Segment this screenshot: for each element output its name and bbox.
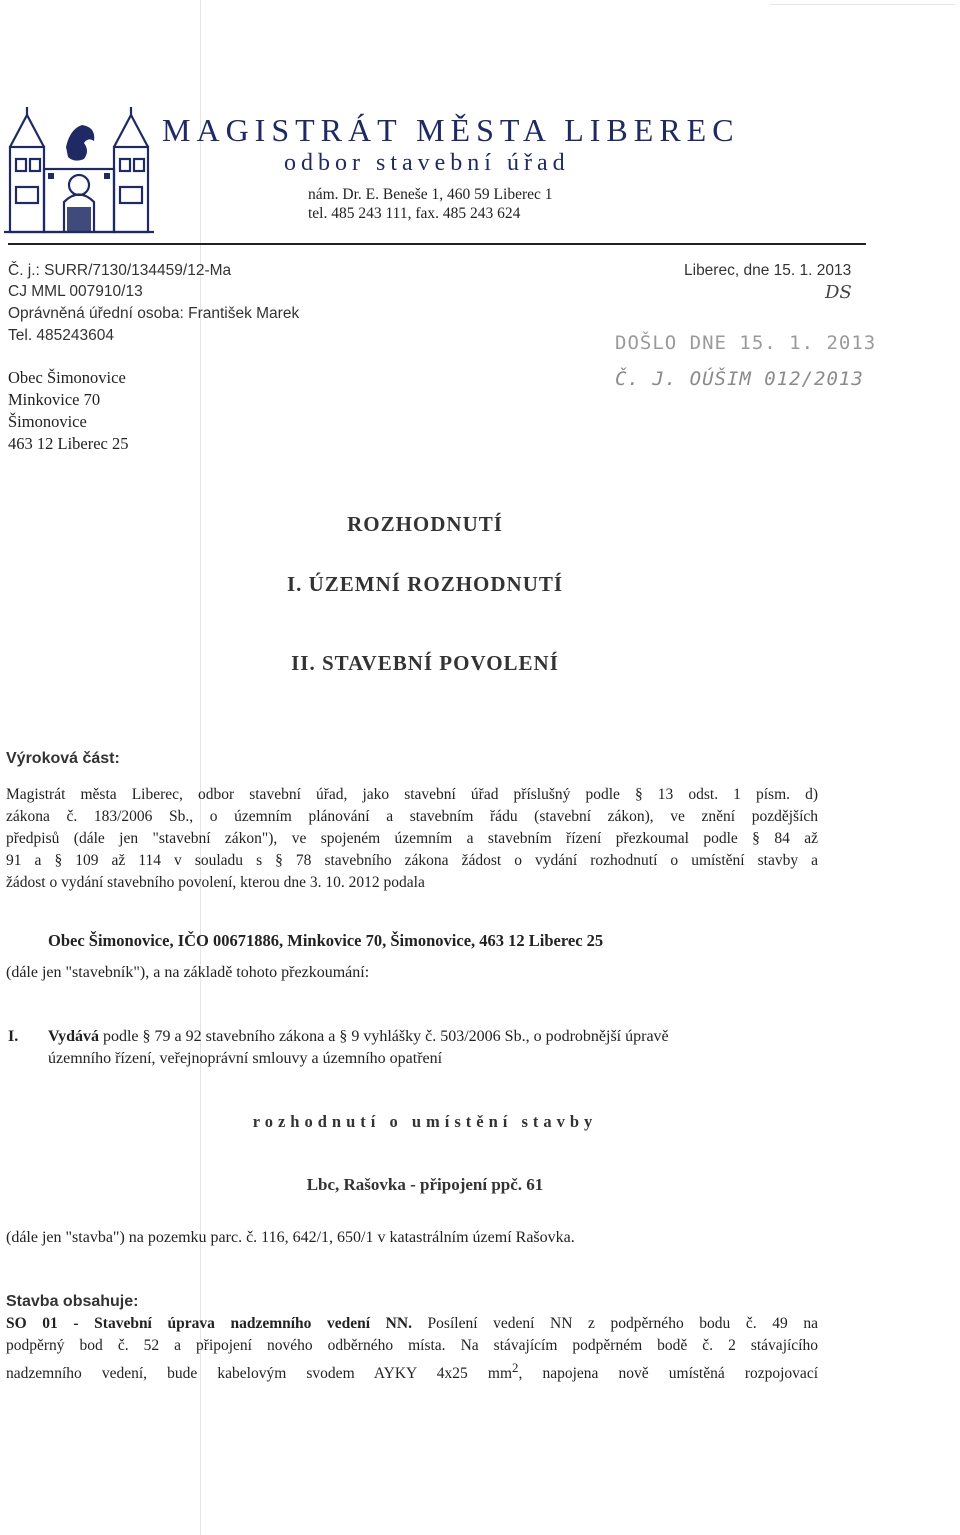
stamp-received-date: DOŠLO DNE 15. 1. 2013: [615, 332, 877, 354]
header-divider: [8, 243, 866, 245]
official-phone: Tel. 485243604: [8, 327, 115, 344]
official-person: Oprávněná úřední osoba: František Marek: [8, 305, 300, 322]
parcel-line: (dále jen "stavba") na pozemku parc. č. 116, 642/1, 650/1 v katastrálním území Rašovka.: [6, 1229, 575, 1246]
building-name: Lbc, Rašovka - připojení ppč. 61: [306, 1175, 544, 1194]
part-one-text: podle § 79 a 92 stavebního zákona a § 9 vyhlášky č. 503/2006 Sb., o podrobnější úpravě: [98, 1028, 669, 1045]
received-stamp: [615, 282, 885, 406]
applicant-note: (dále jen "stavebník"), a na základě tohoto přezkoumání:: [6, 964, 370, 981]
part-one-line-2: územního řízení, veřejnoprávní smlouvy a územního opatření: [48, 1050, 443, 1067]
reference-number: Č. j.: SURR/7130/134459/12-Ma: [8, 262, 232, 279]
contents-label: Stavba obsahuje:: [6, 1293, 139, 1310]
applicant-line: Obec Šimonovice, IČO 00671886, Minkovice 70, Šimonovice, 463 12 Liberec 25: [48, 931, 604, 950]
department-subtitle: odbor stavební úřad: [284, 150, 570, 176]
heading-zoning-decision: I. ÚZEMNÍ ROZHODNUTÍ: [286, 572, 564, 596]
part-one-verb: Vydává: [48, 1028, 99, 1045]
verdict-paragraph: [6, 784, 818, 894]
verdict-line-5: žádost o vydání stavebního povolení, kterou dne 3. 10. 2012 podala: [6, 874, 425, 891]
recipient-town: Šimonovice: [8, 412, 87, 431]
stamp-registry-number: Č. J. OÚŠIM 012/2013: [615, 368, 864, 390]
part-one-line-1: [48, 1028, 669, 1046]
recipient-street: Minkovice 70: [8, 390, 101, 409]
scan-edge-line: [770, 4, 955, 5]
verdict-line-4: 91 a § 109 až 114 v souladu s § 78 stavebního zákona žádost o vydání rozhodnutí o umístění stavby a: [6, 852, 818, 869]
contents-paragraph: [6, 1313, 818, 1385]
heading-building-permit: II. STAVEBNÍ POVOLENÍ: [291, 651, 559, 675]
verdict-label: Výroková část:: [6, 750, 120, 767]
verdict-line-2: zákona č. 183/2006 Sb., o územním plánování a stavebním řádu (stavební zákon), ve znění pozdějších: [6, 808, 818, 825]
contents-line-3-b: , napojena nově umístěná rozpojovací: [518, 1365, 819, 1383]
cj-number: CJ MML 007910/13: [8, 283, 143, 300]
office-phone: tel. 485 243 111, fax. 485 243 624: [308, 205, 521, 222]
part-one-number: I.: [8, 1028, 19, 1045]
document-date: Liberec, dne 15. 1. 2013: [684, 262, 852, 279]
contents-line-1-text: Posílení vedení NN z podpěrného bodu č. 49 na: [411, 1315, 818, 1332]
office-title: MAGISTRÁT MĚSTA LIBEREC: [162, 112, 740, 148]
recipient-name: Obec Šimonovice: [8, 368, 126, 387]
contents-line-3-a: nadzemního vedení, bude kabelovým svodem AYKY 4x25 mm: [6, 1365, 513, 1383]
recipient-zip: 463 12 Liberec 25: [8, 434, 129, 453]
office-address: nám. Dr. E. Beneše 1, 460 59 Liberec 1: [308, 186, 553, 203]
contents-line-1: [6, 1313, 818, 1335]
decision-title: rozhodnutí o umístění stavby: [252, 1112, 598, 1131]
liberec-coat-of-arms-logo: [4, 107, 154, 242]
heading-decision: ROZHODNUTÍ: [347, 512, 503, 536]
contents-line-3: [6, 1357, 818, 1385]
contents-line-2: podpěrný bod č. 52 a připojení nového odběrného místa. Na stávajícím podpěrném bodě č. 2 stávajícího: [6, 1337, 818, 1354]
stamp-initials: DS: [825, 282, 852, 303]
scan-fold-line: [200, 0, 201, 1535]
contents-line-3-sup: 2: [512, 1360, 519, 1375]
verdict-line-3: předpisů (dále jen "stavební zákon"), ve spojeném územním a stavebním řízení přezkoumal podle § 84 až: [6, 830, 818, 847]
verdict-line-1: Magistrát města Liberec, odbor stavební úřad, jako stavební úřad příslušný podle § 13 odst. 1 písm. d): [6, 786, 818, 803]
contents-so01: SO 01 - Stavební úprava nadzemního vedení NN.: [6, 1315, 412, 1332]
